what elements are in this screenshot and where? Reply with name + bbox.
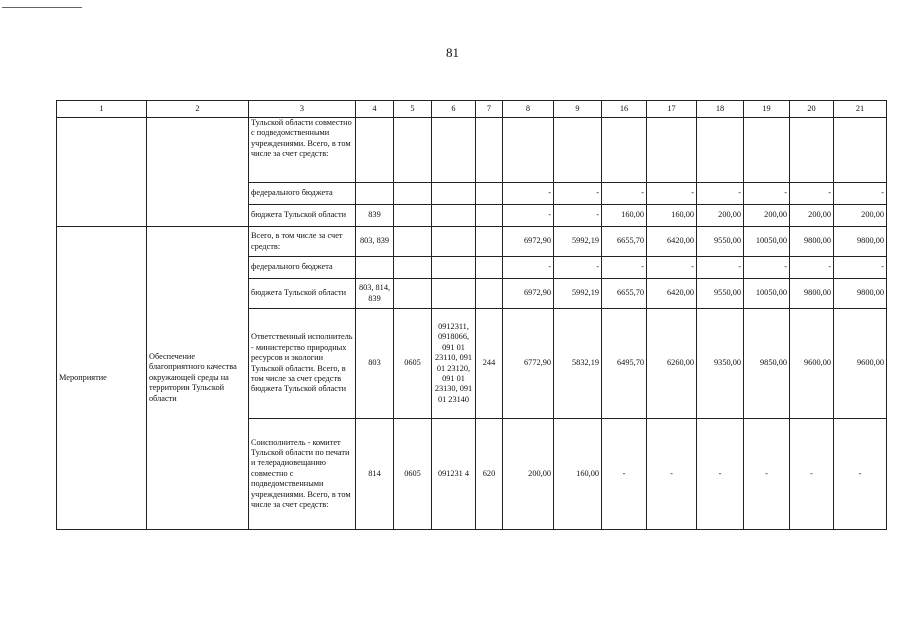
- table-cell: -: [602, 257, 647, 279]
- table-cell: 6495,70: [602, 309, 647, 419]
- table-cell: [476, 257, 503, 279]
- table-cell: [476, 118, 503, 183]
- table-cell: 6260,00: [647, 309, 697, 419]
- table-cell: -: [503, 205, 554, 227]
- table-cell: 9800,00: [790, 279, 834, 309]
- table-cell: 803, 839: [356, 227, 394, 257]
- table-cell: [432, 257, 476, 279]
- header-cell: 1: [57, 101, 147, 118]
- header-cell: 7: [476, 101, 503, 118]
- table-cell: 10050,00: [744, 227, 790, 257]
- table-cell: [476, 205, 503, 227]
- header-cell: 8: [503, 101, 554, 118]
- table-cell: [602, 118, 647, 183]
- table-cell: [356, 257, 394, 279]
- table-cell: [647, 118, 697, 183]
- table-cell: 6772,90: [503, 309, 554, 419]
- table-cell: [432, 118, 476, 183]
- table-cell: [744, 118, 790, 183]
- table-cell: [147, 118, 249, 227]
- header-cell: 6: [432, 101, 476, 118]
- table-cell: [790, 118, 834, 183]
- table-cell: 0605: [394, 309, 432, 419]
- table-cell: 620: [476, 419, 503, 530]
- table-cell: -: [834, 183, 887, 205]
- table-cell: -: [744, 183, 790, 205]
- table-cell: 6655,70: [602, 279, 647, 309]
- table-cell: -: [790, 257, 834, 279]
- table-cell: 839: [356, 205, 394, 227]
- page-number: 81: [446, 45, 459, 60]
- table-cell: Всего, в том числе за счет средств:: [249, 227, 356, 257]
- table-cell: 0912311, 0918066, 091 01 23110, 091 01 23120, 091 01 23130, 091 01 23140: [432, 309, 476, 419]
- table-cell: 803, 814, 839: [356, 279, 394, 309]
- table-cell: 9800,00: [834, 279, 887, 309]
- table-cell: [476, 227, 503, 257]
- table-cell: 200,00: [790, 205, 834, 227]
- table-cell: -: [744, 419, 790, 530]
- table-cell: 200,00: [503, 419, 554, 530]
- header-row: [57, 101, 887, 118]
- table-cell: 814: [356, 419, 394, 530]
- table-cell: -: [554, 183, 602, 205]
- table-cell: -: [834, 257, 887, 279]
- table-cell: 9600,00: [790, 309, 834, 419]
- table-cell: [356, 183, 394, 205]
- table-cell: -: [647, 183, 697, 205]
- table-cell: -: [697, 183, 744, 205]
- table-cell: [394, 279, 432, 309]
- table-cell: -: [503, 257, 554, 279]
- table-cell: -: [790, 183, 834, 205]
- table-cell: 803: [356, 309, 394, 419]
- table-cell: федерального бюджета: [249, 257, 356, 279]
- table-cell: 160,00: [554, 419, 602, 530]
- header-cell: 5: [394, 101, 432, 118]
- table-cell: федерального бюджета: [249, 183, 356, 205]
- table-cell: 9800,00: [790, 227, 834, 257]
- table-cell: бюджета Тульской области: [249, 205, 356, 227]
- table-cell: 5992,19: [554, 279, 602, 309]
- table-cell: [57, 118, 147, 227]
- table-cell: [432, 183, 476, 205]
- table-cell: 200,00: [834, 205, 887, 227]
- table-cell: Тульской области совместно с подведомственными учреждениями. Всего, в том числе за счет средств:: [249, 118, 356, 183]
- table-cell: 6420,00: [647, 227, 697, 257]
- header-cell: 17: [647, 101, 697, 118]
- table-cell: [394, 227, 432, 257]
- budget-table: [56, 100, 887, 530]
- corner-rule: [2, 7, 82, 8]
- table-cell: 10050,00: [744, 279, 790, 309]
- header-cell: 20: [790, 101, 834, 118]
- table-row: [57, 118, 887, 183]
- table-row: [57, 227, 887, 257]
- header-cell: 19: [744, 101, 790, 118]
- table-cell: [503, 118, 554, 183]
- header-cell: 2: [147, 101, 249, 118]
- table-cell: 6972,90: [503, 279, 554, 309]
- table-cell: 9800,00: [834, 227, 887, 257]
- table-cell: -: [834, 419, 887, 530]
- table-cell: 6972,90: [503, 227, 554, 257]
- table-cell: -: [503, 183, 554, 205]
- table-cell: 200,00: [744, 205, 790, 227]
- activity-type-cell: Мероприятие: [57, 227, 147, 530]
- table-cell: [432, 205, 476, 227]
- table-cell: -: [554, 205, 602, 227]
- table-cell: [476, 183, 503, 205]
- table-cell: -: [554, 257, 602, 279]
- table-cell: 160,00: [647, 205, 697, 227]
- table-cell: Соисполнитель - комитет Тульской области по печати и телерадиовещанию совместно с подведомственными учреждениями. Всего, в том числе за счет средств:: [249, 419, 356, 530]
- table-cell: [432, 279, 476, 309]
- table-cell: [432, 227, 476, 257]
- table-cell: [834, 118, 887, 183]
- header-cell: 3: [249, 101, 356, 118]
- header-cell: 16: [602, 101, 647, 118]
- table-cell: бюджета Тульской области: [249, 279, 356, 309]
- table-cell: 9350,00: [697, 309, 744, 419]
- table-cell: 9600,00: [834, 309, 887, 419]
- header-cell: 18: [697, 101, 744, 118]
- table-cell: -: [647, 419, 697, 530]
- table-cell: [394, 205, 432, 227]
- table-cell: -: [744, 257, 790, 279]
- table-cell: 5832,19: [554, 309, 602, 419]
- header-cell: 4: [356, 101, 394, 118]
- table-cell: [554, 118, 602, 183]
- table-cell: [394, 118, 432, 183]
- table-cell: 9850,00: [744, 309, 790, 419]
- table-cell: -: [697, 419, 744, 530]
- table-cell: -: [790, 419, 834, 530]
- table-cell: 9550,00: [697, 227, 744, 257]
- table-cell: -: [602, 183, 647, 205]
- table-cell: [394, 257, 432, 279]
- header-cell: 9: [554, 101, 602, 118]
- table-cell: -: [647, 257, 697, 279]
- table-cell: 5992,19: [554, 227, 602, 257]
- table-cell: 6420,00: [647, 279, 697, 309]
- table-cell: 160,00: [602, 205, 647, 227]
- table-cell: [697, 118, 744, 183]
- table-cell: 091231 4: [432, 419, 476, 530]
- table-cell: -: [602, 419, 647, 530]
- table-cell: 200,00: [697, 205, 744, 227]
- table-cell: 6655,70: [602, 227, 647, 257]
- activity-name-cell: Обеспечение благоприятного качества окружающей среды на территории Тульской области: [147, 227, 249, 530]
- table-cell: 9550,00: [697, 279, 744, 309]
- table-cell: 0605: [394, 419, 432, 530]
- table-cell: -: [697, 257, 744, 279]
- table-cell: 244: [476, 309, 503, 419]
- table-cell: [476, 279, 503, 309]
- table-cell: [394, 183, 432, 205]
- table-cell: [356, 118, 394, 183]
- table-cell: Ответственный исполнитель - министерство природных ресурсов и экологии Тульской области. Всего, в том числе за счет средств бюджета Тульской области: [249, 309, 356, 419]
- header-cell: 21: [834, 101, 887, 118]
